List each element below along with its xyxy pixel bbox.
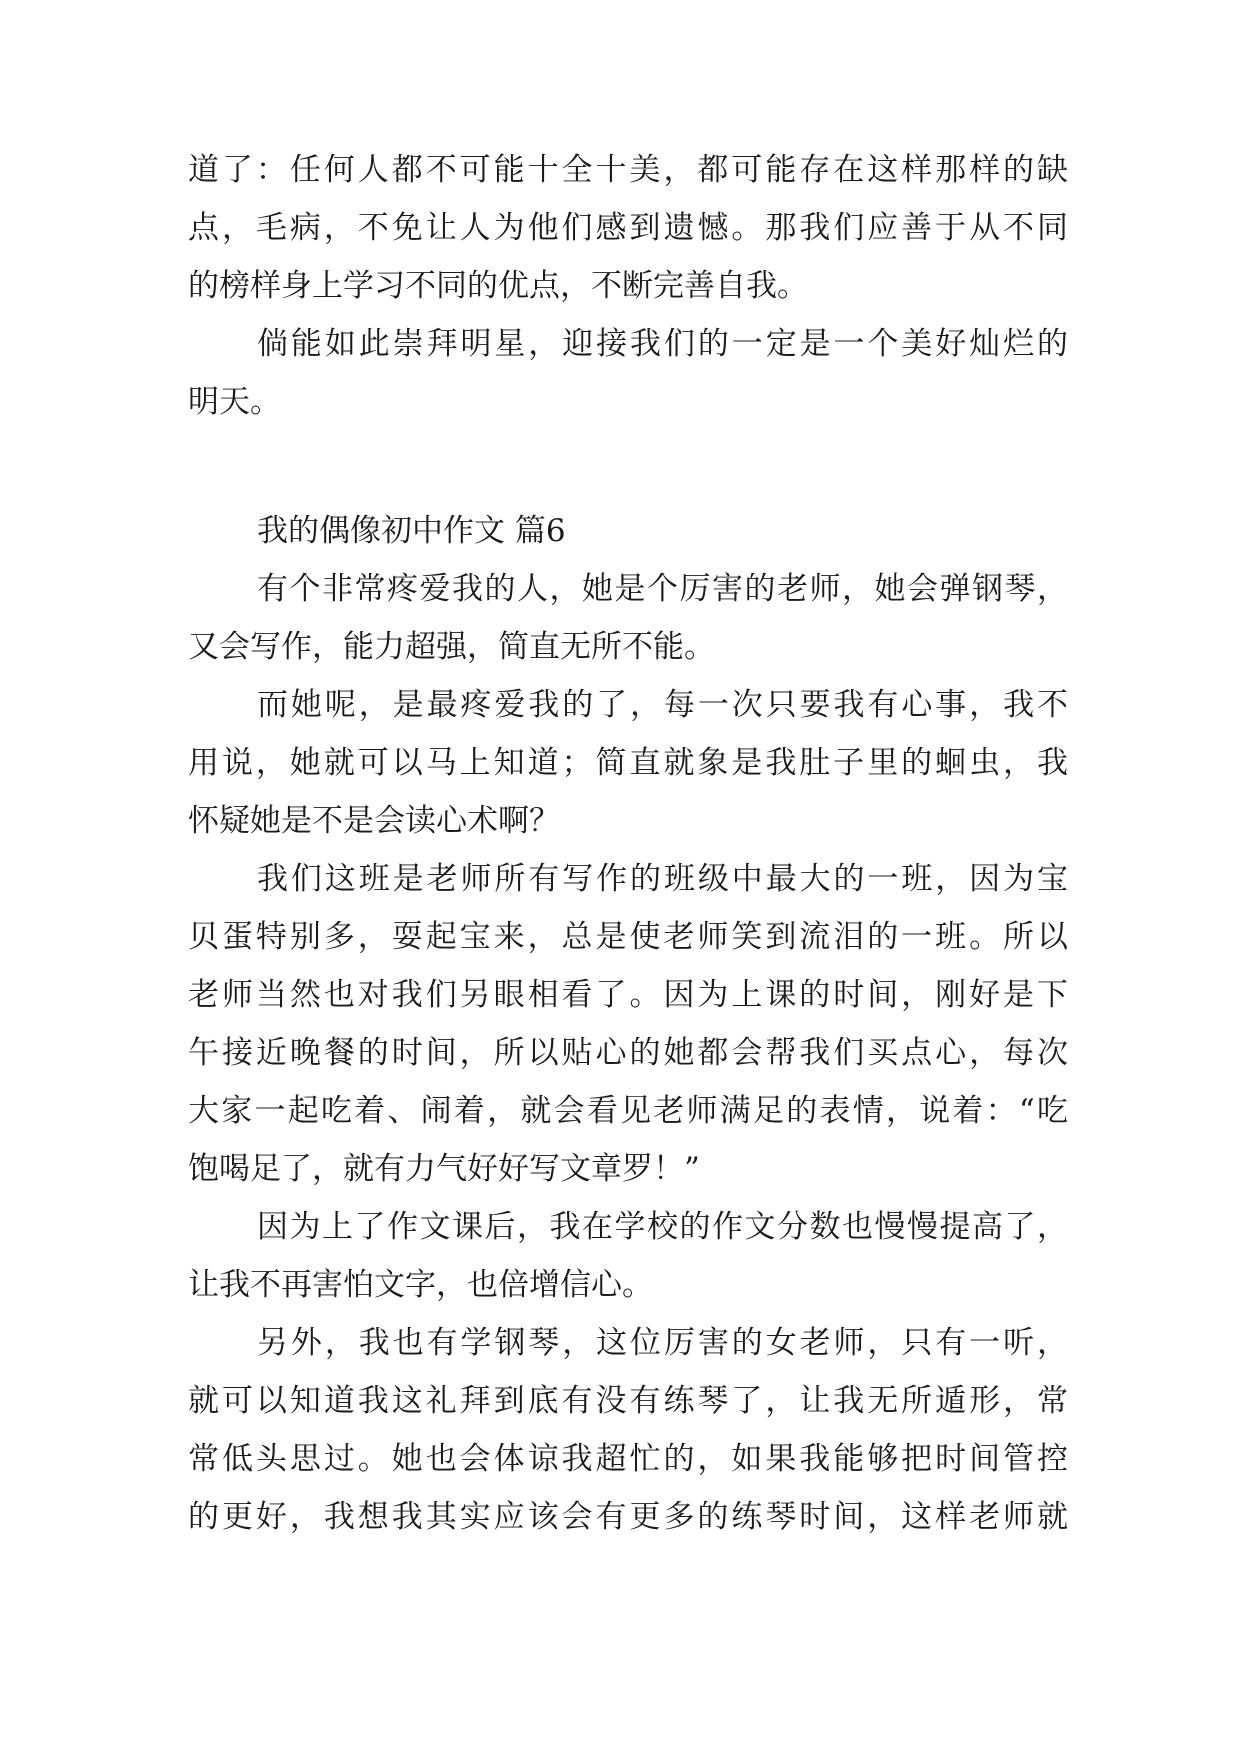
text-line: 道了：任何人都不可能十全十美，都可能存在这样那样的缺 bbox=[188, 152, 1068, 188]
text-line: 有个非常疼爱我的人，她是个厉害的老师，她会弹钢琴， bbox=[257, 571, 1068, 607]
section-heading: 我的偶像初中作文 篇6 bbox=[257, 513, 566, 549]
text-line: 的榜样身上学习不同的优点，不断完善自我。 bbox=[188, 268, 808, 304]
text-line: 点，毛病，不免让人为他们感到遗憾。那我们应善于从不同 bbox=[188, 210, 1068, 246]
text-line: 而她呢，是最疼爱我的了，每一次只要我有心事，我不 bbox=[257, 687, 1068, 723]
text-line: 贝蛋特别多，耍起宝来，总是使老师笑到流泪的一班。所以 bbox=[188, 919, 1068, 955]
text-line: 怀疑她是不是会读心术啊？ bbox=[188, 803, 560, 839]
text-line: 大家一起吃着、闹着，就会看见老师满足的表情，说着：“吃 bbox=[188, 1093, 1068, 1129]
text-line: 倘能如此崇拜明星，迎接我们的一定是一个美好灿烂的 bbox=[257, 326, 1068, 362]
text-line: 常低头思过。她也会体谅我超忙的，如果我能够把时间管控 bbox=[188, 1441, 1068, 1477]
text-line: 因为上了作文课后，我在学校的作文分数也慢慢提高了， bbox=[257, 1209, 1068, 1245]
text-line: 就可以知道我这礼拜到底有没有练琴了，让我无所遁形，常 bbox=[188, 1383, 1068, 1419]
text-line: 又会写作，能力超强，简直无所不能。 bbox=[188, 629, 715, 665]
text-line: 的更好，我想我其实应该会有更多的练琴时间，这样老师就 bbox=[188, 1499, 1068, 1535]
text-line: 让我不再害怕文字，也倍增信心。 bbox=[188, 1267, 653, 1303]
text-line: 午接近晚餐的时间，所以贴心的她都会帮我们买点心，每次 bbox=[188, 1035, 1068, 1071]
text-line: 用说，她就可以马上知道；简直就象是我肚子里的蛔虫，我 bbox=[188, 745, 1068, 781]
text-line: 老师当然也对我们另眼相看了。因为上课的时间，刚好是下 bbox=[188, 977, 1068, 1013]
text-line: 饱喝足了，就有力气好好写文章罗！” bbox=[188, 1151, 700, 1187]
text-line: 我们这班是老师所有写作的班级中最大的一班，因为宝 bbox=[257, 861, 1068, 897]
text-line: 明天。 bbox=[188, 384, 281, 420]
text-line: 另外，我也有学钢琴，这位厉害的女老师，只有一听， bbox=[257, 1325, 1068, 1361]
